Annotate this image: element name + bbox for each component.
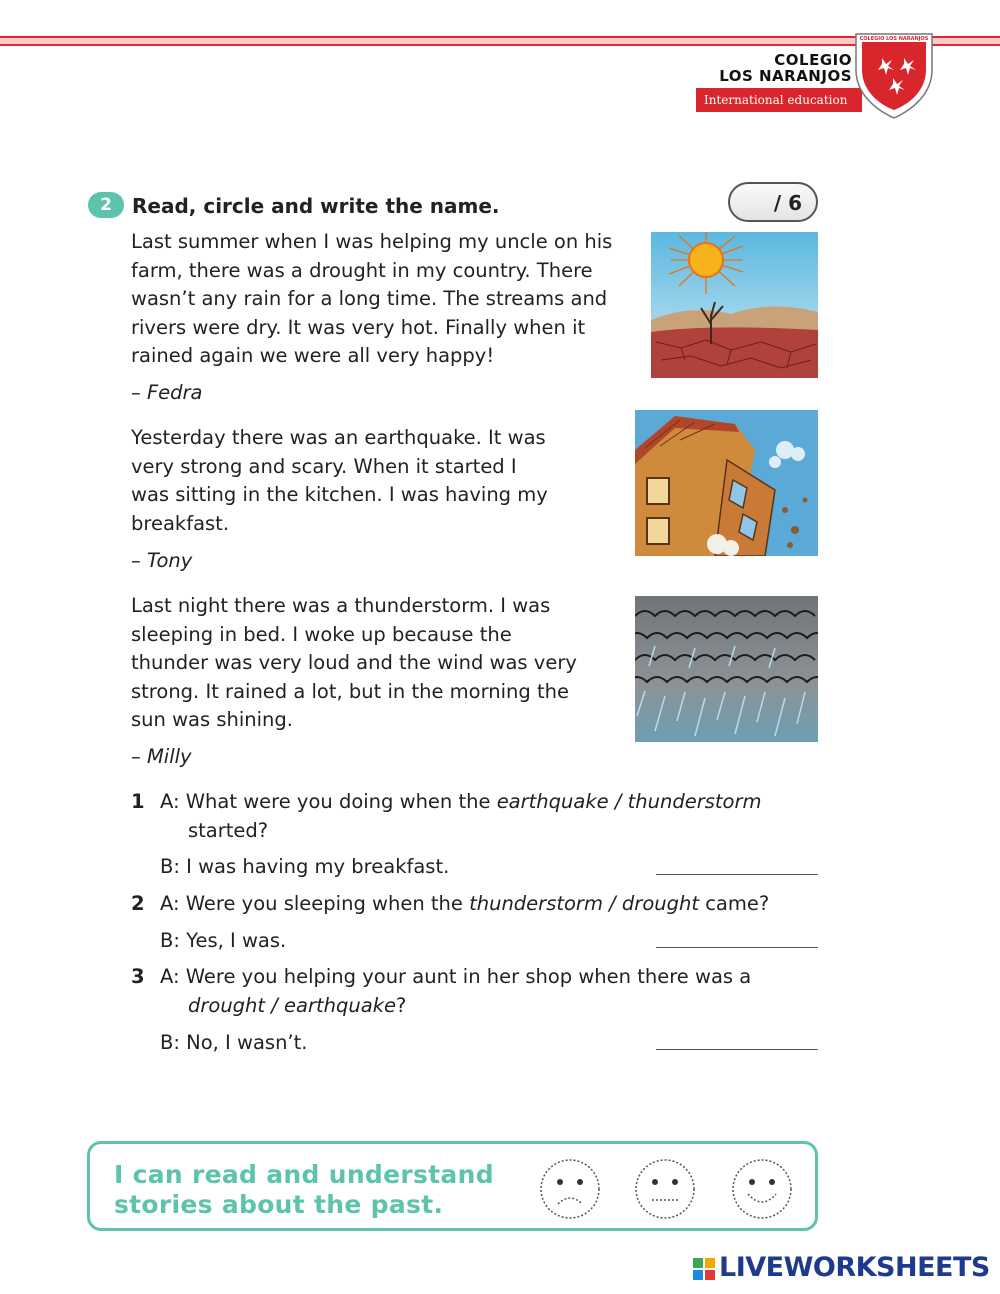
school-logo bbox=[696, 30, 936, 120]
story-line: wasn’t any rain for a long time. The streams and bbox=[131, 287, 608, 311]
exercise-number-badge: 2 bbox=[88, 192, 124, 218]
story-author: – Milly bbox=[131, 745, 192, 768]
story-line: sleeping in bed. I woke up because the bbox=[131, 622, 512, 646]
answer-b-line: B: No, I wasn’t. bbox=[160, 1031, 308, 1054]
story-line: very strong and scary. When it started I bbox=[131, 454, 517, 478]
earthquake-house-picture bbox=[635, 410, 818, 556]
question-a-line bbox=[160, 890, 769, 919]
school-tagline: International education bbox=[696, 88, 862, 112]
story-line: Last summer when I was helping my uncle on his bbox=[131, 230, 613, 253]
can-do-line: stories about the past. bbox=[114, 1190, 444, 1219]
story-line: strong. It rained a lot, but in the morning the bbox=[131, 679, 569, 703]
school-name bbox=[719, 52, 852, 84]
drought-sun-picture bbox=[651, 232, 818, 378]
name-answer-blank[interactable] bbox=[656, 1049, 818, 1050]
liveworksheets-logo-icon bbox=[693, 1258, 715, 1280]
circle-option[interactable]: thunderstorm bbox=[627, 790, 762, 813]
school-name-line1: COLEGIO bbox=[774, 51, 852, 69]
story-paragraph bbox=[131, 228, 612, 371]
story-line: thunder was very loud and the wind was very bbox=[131, 651, 577, 675]
question-text: A: What were you doing when the bbox=[160, 790, 497, 813]
story-line: breakfast. bbox=[131, 511, 230, 535]
story-line: was sitting in the kitchen. I was having my bbox=[131, 483, 548, 507]
circle-option[interactable]: earthquake bbox=[284, 994, 396, 1017]
question-number: 1 bbox=[131, 790, 145, 813]
can-do-line: I can read and understand bbox=[114, 1160, 494, 1189]
option-separator: / bbox=[265, 994, 285, 1017]
circle-option[interactable]: drought bbox=[188, 994, 266, 1017]
school-shield-icon bbox=[852, 30, 936, 120]
question-text: A: Were you helping your aunt in her shop when there was a bbox=[160, 965, 752, 988]
answer-b-line: B: I was having my breakfast. bbox=[160, 855, 450, 878]
story-author: – Fedra bbox=[131, 381, 203, 404]
story-paragraph bbox=[131, 424, 548, 538]
question-a-line bbox=[188, 992, 406, 1021]
liveworksheets-wordmark: LIVEWORKSHEETS bbox=[719, 1252, 990, 1283]
circle-option[interactable]: earthquake bbox=[496, 790, 609, 813]
liveworksheets-brand bbox=[693, 1252, 993, 1286]
question-a-line bbox=[160, 788, 761, 817]
question-text: A: Were you sleeping when the bbox=[160, 892, 470, 915]
story-line: farm, there was a drought in my country. There bbox=[131, 258, 593, 282]
question-number: 2 bbox=[131, 892, 145, 915]
neutral-face-icon[interactable] bbox=[634, 1158, 696, 1220]
circle-option[interactable]: drought bbox=[621, 892, 699, 915]
can-do-statement bbox=[114, 1160, 494, 1220]
question-text: came? bbox=[699, 892, 770, 915]
option-separator: / bbox=[608, 790, 628, 813]
thunderstorm-rain-picture bbox=[635, 596, 818, 742]
story-line: sun was shining. bbox=[131, 708, 293, 732]
story-line: rained again we were all very happy! bbox=[131, 344, 495, 368]
name-answer-blank[interactable] bbox=[656, 947, 818, 948]
score-total: / 6 bbox=[773, 191, 802, 215]
happy-face-icon[interactable] bbox=[731, 1158, 793, 1220]
answer-b-line: B: Yes, I was. bbox=[160, 929, 287, 952]
question-text: started? bbox=[188, 819, 269, 842]
name-answer-blank[interactable] bbox=[656, 874, 818, 875]
story-line: Yesterday there was an earthquake. It was bbox=[131, 426, 546, 449]
circle-option[interactable]: thunderstorm bbox=[469, 892, 603, 915]
school-name-line2: LOS NARANJOS bbox=[719, 67, 852, 85]
exercise-instruction: Read, circle and write the name. bbox=[132, 194, 500, 218]
sad-face-icon[interactable] bbox=[539, 1158, 601, 1220]
option-separator: / bbox=[602, 892, 622, 915]
story-line: Last night there was a thunderstorm. I was bbox=[131, 594, 551, 617]
svg-text:COLEGIO LOS NARANJOS: COLEGIO LOS NARANJOS bbox=[859, 36, 929, 42]
can-do-box bbox=[87, 1141, 818, 1231]
question-text: ? bbox=[396, 994, 407, 1017]
question-number: 3 bbox=[131, 965, 145, 988]
story-author: – Tony bbox=[131, 549, 193, 572]
story-line: rivers were dry. It was very hot. Finally when it bbox=[131, 315, 586, 339]
story-paragraph bbox=[131, 592, 577, 735]
score-box[interactable] bbox=[728, 182, 818, 222]
